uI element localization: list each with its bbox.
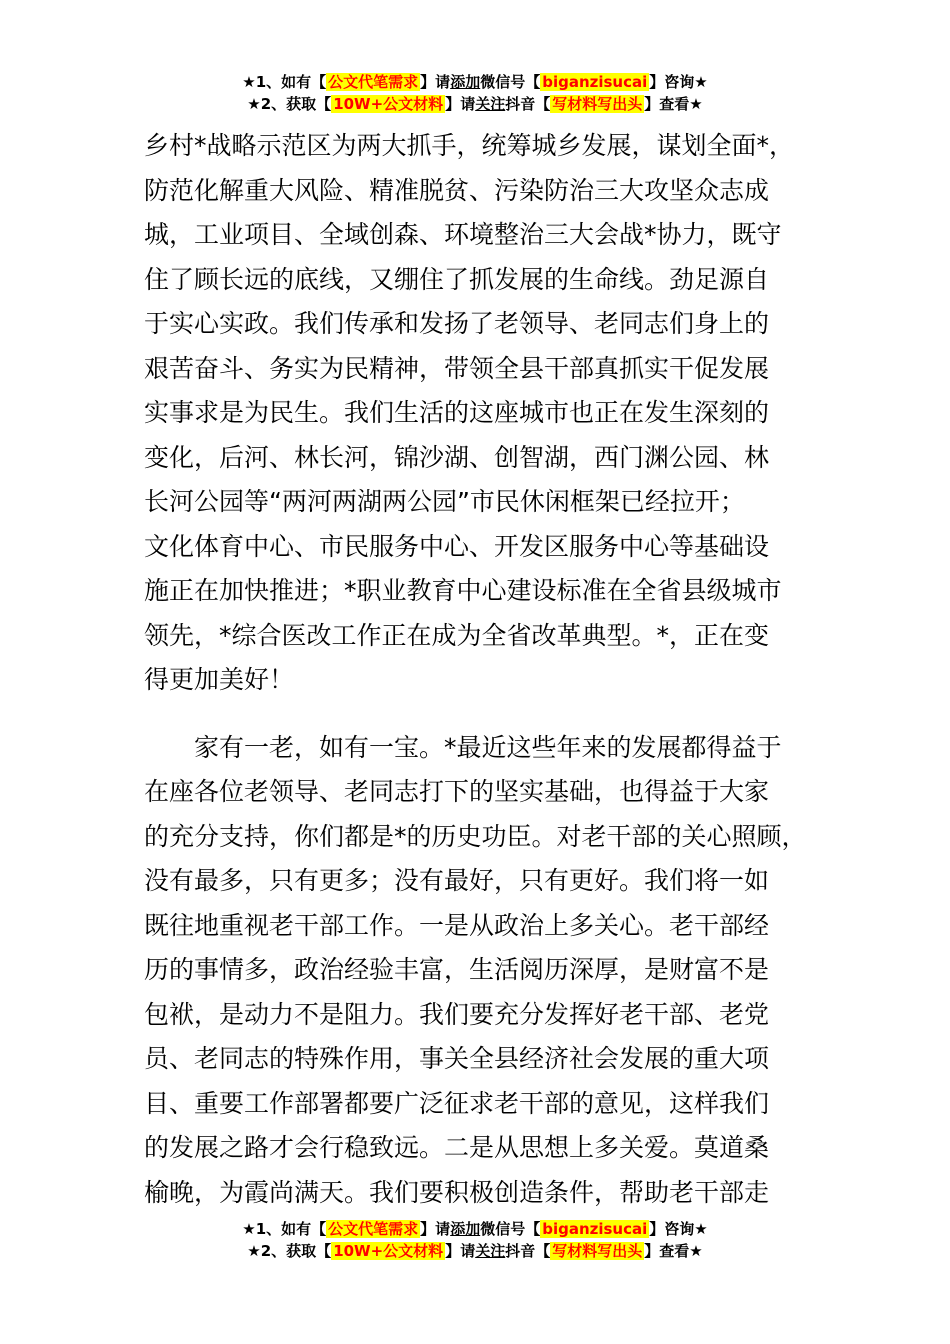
banner-text: 】请: [445, 1242, 476, 1260]
wechat-id-highlight: biganzisucai: [542, 1220, 648, 1238]
banner-highlight: 公文代笔需求: [328, 73, 419, 91]
text-line: 住了顾长远的底线，又绷住了抓发展的生命线。劲足源自: [144, 264, 770, 294]
paragraph-gap: [144, 703, 819, 726]
text-line: 既往地重视老干部工作。一是从政治上多关心。老干部经: [144, 910, 770, 940]
douyin-highlight: 写材料写出头: [552, 1242, 643, 1260]
top-banner: [0, 71, 950, 115]
banner-underlined: 添加: [450, 1220, 481, 1238]
wechat-id-highlight: biganzisucai: [542, 73, 648, 91]
banner-text: ★2、获取【: [247, 95, 332, 113]
banner-text: ★1、如有【: [242, 73, 327, 91]
text-line: 榆晚，为霞尚满天。我们要积极创造条件，帮助老干部走: [144, 1177, 770, 1207]
douyin-highlight: 写材料写出头: [552, 95, 643, 113]
banner-text: 】请: [420, 1220, 451, 1238]
text-line: 长河公园等“两河两湖两公园”市民休闲框架已经拉开；: [144, 487, 745, 516]
banner-text: 】请: [420, 73, 451, 91]
banner-line-2: [0, 1240, 950, 1262]
text-line: 防范化解重大风险、精准脱贫、污染防治三大攻坚众志成: [144, 175, 770, 205]
banner-text: 】查看★: [644, 1242, 703, 1260]
text-line: 家有一老，如有一宝。*最近这些年来的发展都得益于: [144, 732, 782, 762]
text-line: 艰苦奋斗、务实为民精神，带领全县干部真抓实干促发展: [144, 353, 770, 383]
text-line: 的充分支持，你们都是*的历史功臣。对老干部的关心照顾，: [144, 821, 807, 851]
banner-text: 】咨询★: [649, 1220, 708, 1238]
text-line: 没有最多，只有更多；没有最好，只有更好。我们将一如: [144, 866, 770, 895]
banner-text: 微信号【: [480, 1220, 541, 1238]
text-line: 的发展之路才会行稳致远。二是从思想上多关爱。莫道桑: [144, 1133, 770, 1162]
text-line: 历的事情多，政治经验丰富，生活阅历深厚，是财富不是: [144, 955, 770, 984]
text-line: 乡村*战略示范区为两大抓手，统筹城乡发展，谋划全面*，: [144, 131, 795, 160]
text-line: 包袱，是动力不是阻力。我们要充分发挥好老干部、老党: [144, 999, 770, 1029]
banner-highlight: 公文代笔需求: [328, 1220, 419, 1238]
banner-underlined: 关注: [475, 95, 506, 113]
banner-line-1: [0, 1218, 950, 1240]
text-line: 城，工业项目、全域创森、环境整治三大会战*协力，既守: [144, 220, 782, 249]
banner-underlined: 关注: [475, 1242, 506, 1260]
bottom-banner: [0, 1218, 950, 1262]
text-line: 领先，*综合医改工作正在成为全省改革典型。*，正在变: [144, 620, 770, 650]
banner-text: 】请: [445, 95, 476, 113]
paragraph-1: [144, 124, 819, 703]
text-line: 实事求是为民生。我们生活的这座城市也正在发生深刻的: [144, 398, 770, 427]
banner-text: 】咨询★: [649, 73, 708, 91]
banner-text: ★2、获取【: [247, 1242, 332, 1260]
text-line: 变化，后河、林长河，锦沙湖、创智湖，西门渊公园、林: [144, 442, 770, 472]
banner-text: 】查看★: [644, 95, 703, 113]
banner-text: ★1、如有【: [242, 1220, 327, 1238]
banner-text: 抖音【: [505, 1242, 551, 1260]
banner-highlight: 10W+公文材料: [333, 1242, 444, 1260]
banner-line-1: [0, 71, 950, 93]
paragraph-2: [144, 726, 819, 1216]
text-line: 在座各位老领导、老同志打下的坚实基础，也得益于大家: [144, 777, 770, 806]
banner-highlight: 10W+公文材料: [333, 95, 444, 113]
document-body: [144, 124, 819, 1215]
text-line: 文化体育中心、市民服务中心、开发区服务中心等基础设: [144, 531, 770, 561]
banner-text: 微信号【: [480, 73, 541, 91]
text-line: 员、老同志的特殊作用，事关全县经济社会发展的重大项: [144, 1044, 770, 1073]
banner-underlined: 添加: [450, 73, 481, 91]
banner-line-2: [0, 93, 950, 115]
text-line: 于实心实政。我们传承和发扬了老领导、老同志们身上的: [144, 309, 770, 338]
banner-text: 抖音【: [505, 95, 551, 113]
text-line: 施正在加快推进；*职业教育中心建设标准在全省县级城市: [144, 576, 782, 605]
text-line: 得更加美好！: [144, 665, 295, 694]
text-line: 目、重要工作部署都要广泛征求老干部的意见，这样我们: [144, 1088, 770, 1118]
